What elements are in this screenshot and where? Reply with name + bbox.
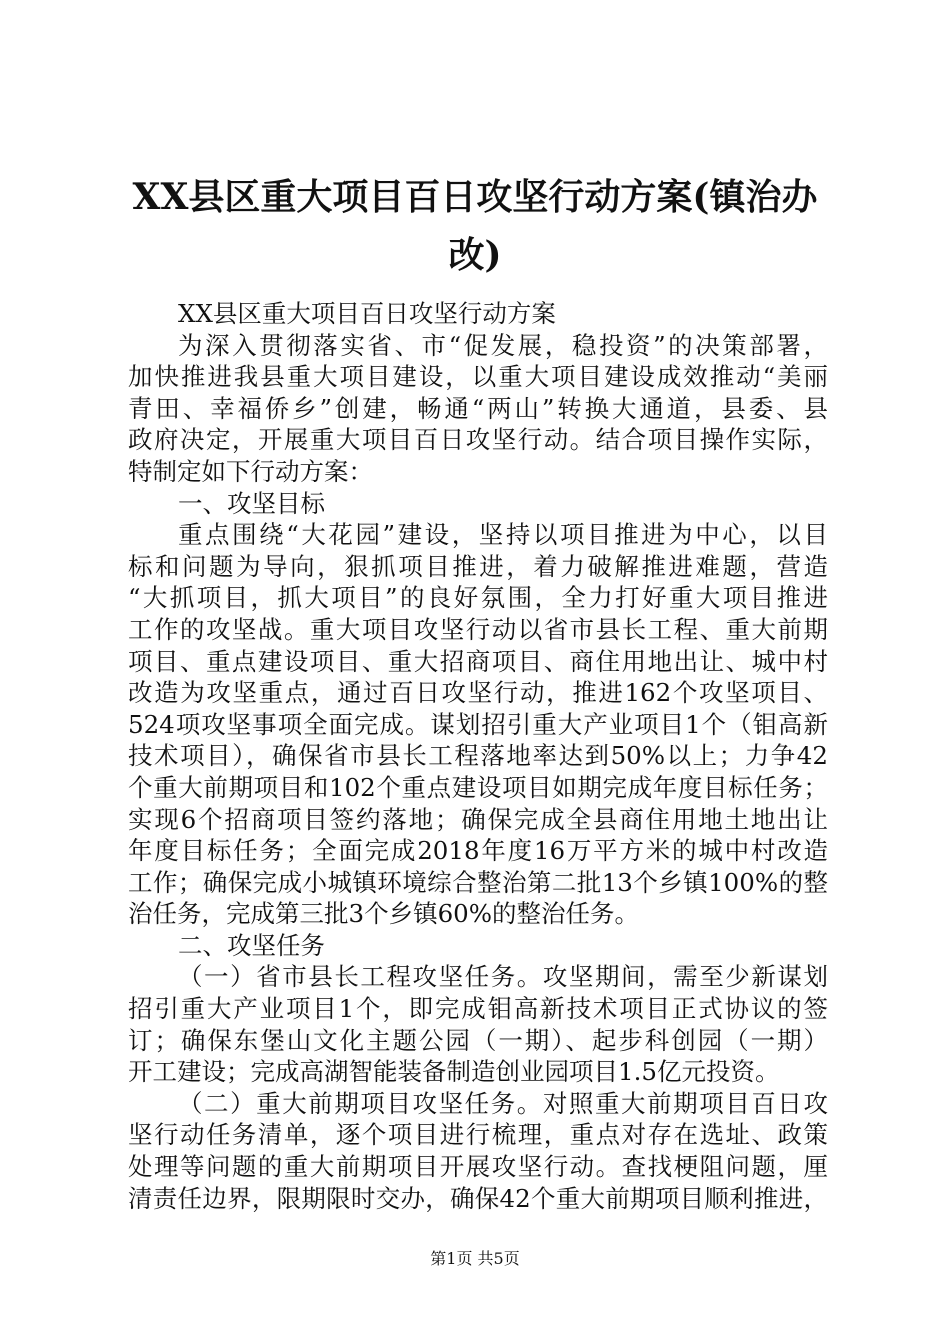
subtitle-line: XX县区重大项目百日攻坚行动方案 (178, 299, 556, 328)
paragraph-line: 标和问题为导向，狠抓项目推进，着力破解推进难题，营造 (128, 551, 828, 581)
paragraph-line: 年度目标任务；全面完成2018年度16万平方米的城中村改造 (128, 836, 828, 866)
paragraph-line: 开工建设；完成高湖智能装备制造创业园项目1.5亿元投资。 (128, 1057, 780, 1087)
paragraph-line: 技术项目），确保省市县长工程落地率达到50%以上；力争42 (128, 741, 828, 771)
paragraph-line: 工作的攻坚战。重大项目攻坚行动以省市县长工程、重大前期 (128, 614, 828, 644)
paragraph-line: 坚行动任务清单，逐个项目进行梳理，重点对存在选址、政策 (128, 1120, 828, 1150)
paragraph-line: 个重大前期项目和102个重点建设项目如期完成年度目标任务； (128, 772, 828, 802)
paragraph-line: 特制定如下行动方案： (128, 456, 373, 486)
paragraph-line: 治任务，完成第三批3个乡镇60%的整治任务。 (128, 899, 640, 929)
paragraph-line: 处理等问题的重大前期项目开展攻坚行动。查找梗阻问题，厘 (128, 1152, 828, 1182)
paragraph-line: “大抓项目，抓大项目”的良好氛围，全力打好重大项目推进 (128, 583, 828, 613)
page-footer: 第1页 共5页 (430, 1249, 520, 1268)
paragraph-line: 为深入贯彻落实省、市“促发展，稳投资”的决策部署， (178, 330, 828, 360)
document-title (120, 168, 830, 284)
title-line-2: 改) (448, 234, 502, 276)
paragraph-line: 清责任边界，限期限时交办，确保42个重大前期项目顺利推进， (128, 1183, 828, 1213)
paragraph-line: （二）重大前期项目攻坚任务。对照重大前期项目百日攻 (178, 1088, 828, 1118)
section-heading: 一、攻坚目标 (178, 488, 325, 518)
paragraph-line: 实现6个招商项目签约落地；确保完成全县商住用地土地出让 (128, 804, 828, 834)
document-body (128, 298, 828, 1214)
section-heading: 二、攻坚任务 (178, 930, 325, 960)
paragraph-line: 改造为攻坚重点，通过百日攻坚行动，推进162个攻坚项目、 (128, 678, 828, 708)
paragraph-line: 招引重大产业项目1个，即完成钼高新技术项目正式协议的签 (128, 994, 828, 1024)
paragraph-line: 青田、幸福侨乡”创建，畅通“两山”转换大通道，县委、县 (128, 393, 828, 423)
paragraph-line: 524项攻坚事项全面完成。谋划招引重大产业项目1个（钼高新 (128, 709, 828, 739)
paragraph-line: 重点围绕“大花园”建设，坚持以项目推进为中心，以目 (178, 520, 828, 550)
paragraph-line: 政府决定，开展重大项目百日攻坚行动。结合项目操作实际， (128, 425, 828, 455)
paragraph-line: 订；确保东堡山文化主题公园（一期）、起步科创园（一期） (128, 1025, 828, 1055)
paragraph-line: 项目、重点建设项目、重大招商项目、商住用地出让、城中村 (128, 646, 828, 676)
paragraph-line: 工作；确保完成小城镇环境综合整治第二批13个乡镇100%的整 (128, 867, 828, 897)
paragraph-line: （一）省市县长工程攻坚任务。攻坚期间，需至少新谋划 (178, 962, 828, 992)
paragraph-line: 加快推进我县重大项目建设，以重大项目建设成效推动“美丽 (128, 362, 828, 392)
title-line-1: XX县区重大项目百日攻坚行动方案(镇治办 (132, 176, 818, 218)
